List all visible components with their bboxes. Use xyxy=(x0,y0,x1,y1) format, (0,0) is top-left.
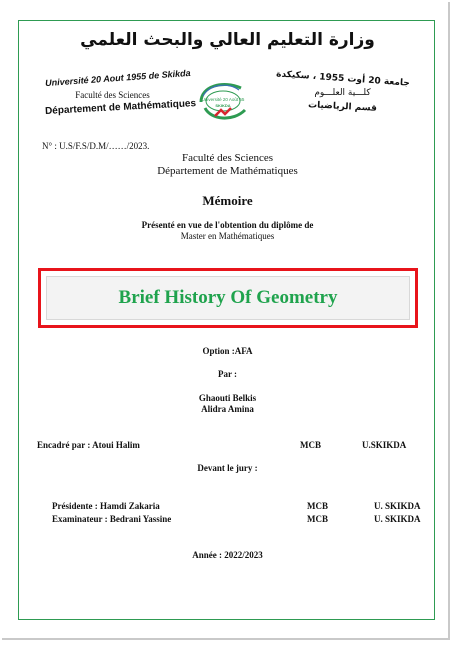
logo-subtext: SKIKDA xyxy=(215,103,231,108)
presented-line-2: Master en Mathématiques xyxy=(180,231,275,241)
ministry-title: وزارة التعليم العالي والبحث العلمي xyxy=(80,30,375,50)
department-name-header: Département de Mathématiques xyxy=(44,98,197,117)
authors-block xyxy=(0,393,455,415)
option-label: Option :AFA xyxy=(202,346,253,356)
university-name-ar: جامعة 20 أوت 1955 ، سكيكدة xyxy=(275,69,410,89)
presented-text xyxy=(0,220,455,242)
author-name: Alidra Amina xyxy=(201,404,254,414)
title-box xyxy=(38,268,418,328)
presented-line-1: Présenté en vue de l'obtention du diplôme de xyxy=(141,220,314,230)
jury-member-label: Examinateur : Bedrani Yassine xyxy=(52,514,172,524)
jury-member-institution: U. SKIKDA xyxy=(374,501,421,511)
jury-member-grade: MCB xyxy=(307,501,328,511)
faculty-name-header: Faculté des Sciences xyxy=(75,90,150,100)
title-panel xyxy=(46,276,410,320)
par-label: Par : xyxy=(217,369,238,379)
faculty-name: Faculté des Sciences xyxy=(181,152,274,164)
faculty-block xyxy=(0,152,455,178)
jury-member-grade: MCB xyxy=(307,514,328,524)
supervisor-institution: U.SKIKDA xyxy=(362,440,407,450)
memoire-heading: Mémoire xyxy=(202,193,253,208)
university-logo-icon xyxy=(193,76,253,126)
reference-number: N° : U.S/F.S/D.M/……/2023. xyxy=(42,141,150,151)
faculty-name-ar: كلـــية العلـــوم xyxy=(314,88,371,98)
jury-heading: Devant le jury : xyxy=(197,463,258,473)
supervisor-grade: MCB xyxy=(300,440,321,450)
author-name: Ghaouti Belkis xyxy=(198,393,257,403)
supervisor-label: Encadré par : Atoui Halim xyxy=(37,440,140,450)
thesis-title: Brief History Of Geometry xyxy=(118,287,338,308)
academic-year: Année : 2022/2023 xyxy=(192,550,263,560)
department-name-ar: قسم الرياضيات xyxy=(307,100,378,114)
department-name: Département de Mathématiques xyxy=(157,165,298,177)
jury-member-institution: U. SKIKDA xyxy=(374,514,421,524)
jury-member-label: Présidente : Hamdi Zakaria xyxy=(52,501,160,511)
university-name: Université 20 Aout 1955 de Skikda xyxy=(44,67,191,89)
logo-text: Université 20 Août 55 xyxy=(201,97,245,102)
left-header xyxy=(44,67,197,117)
right-header xyxy=(275,69,410,114)
